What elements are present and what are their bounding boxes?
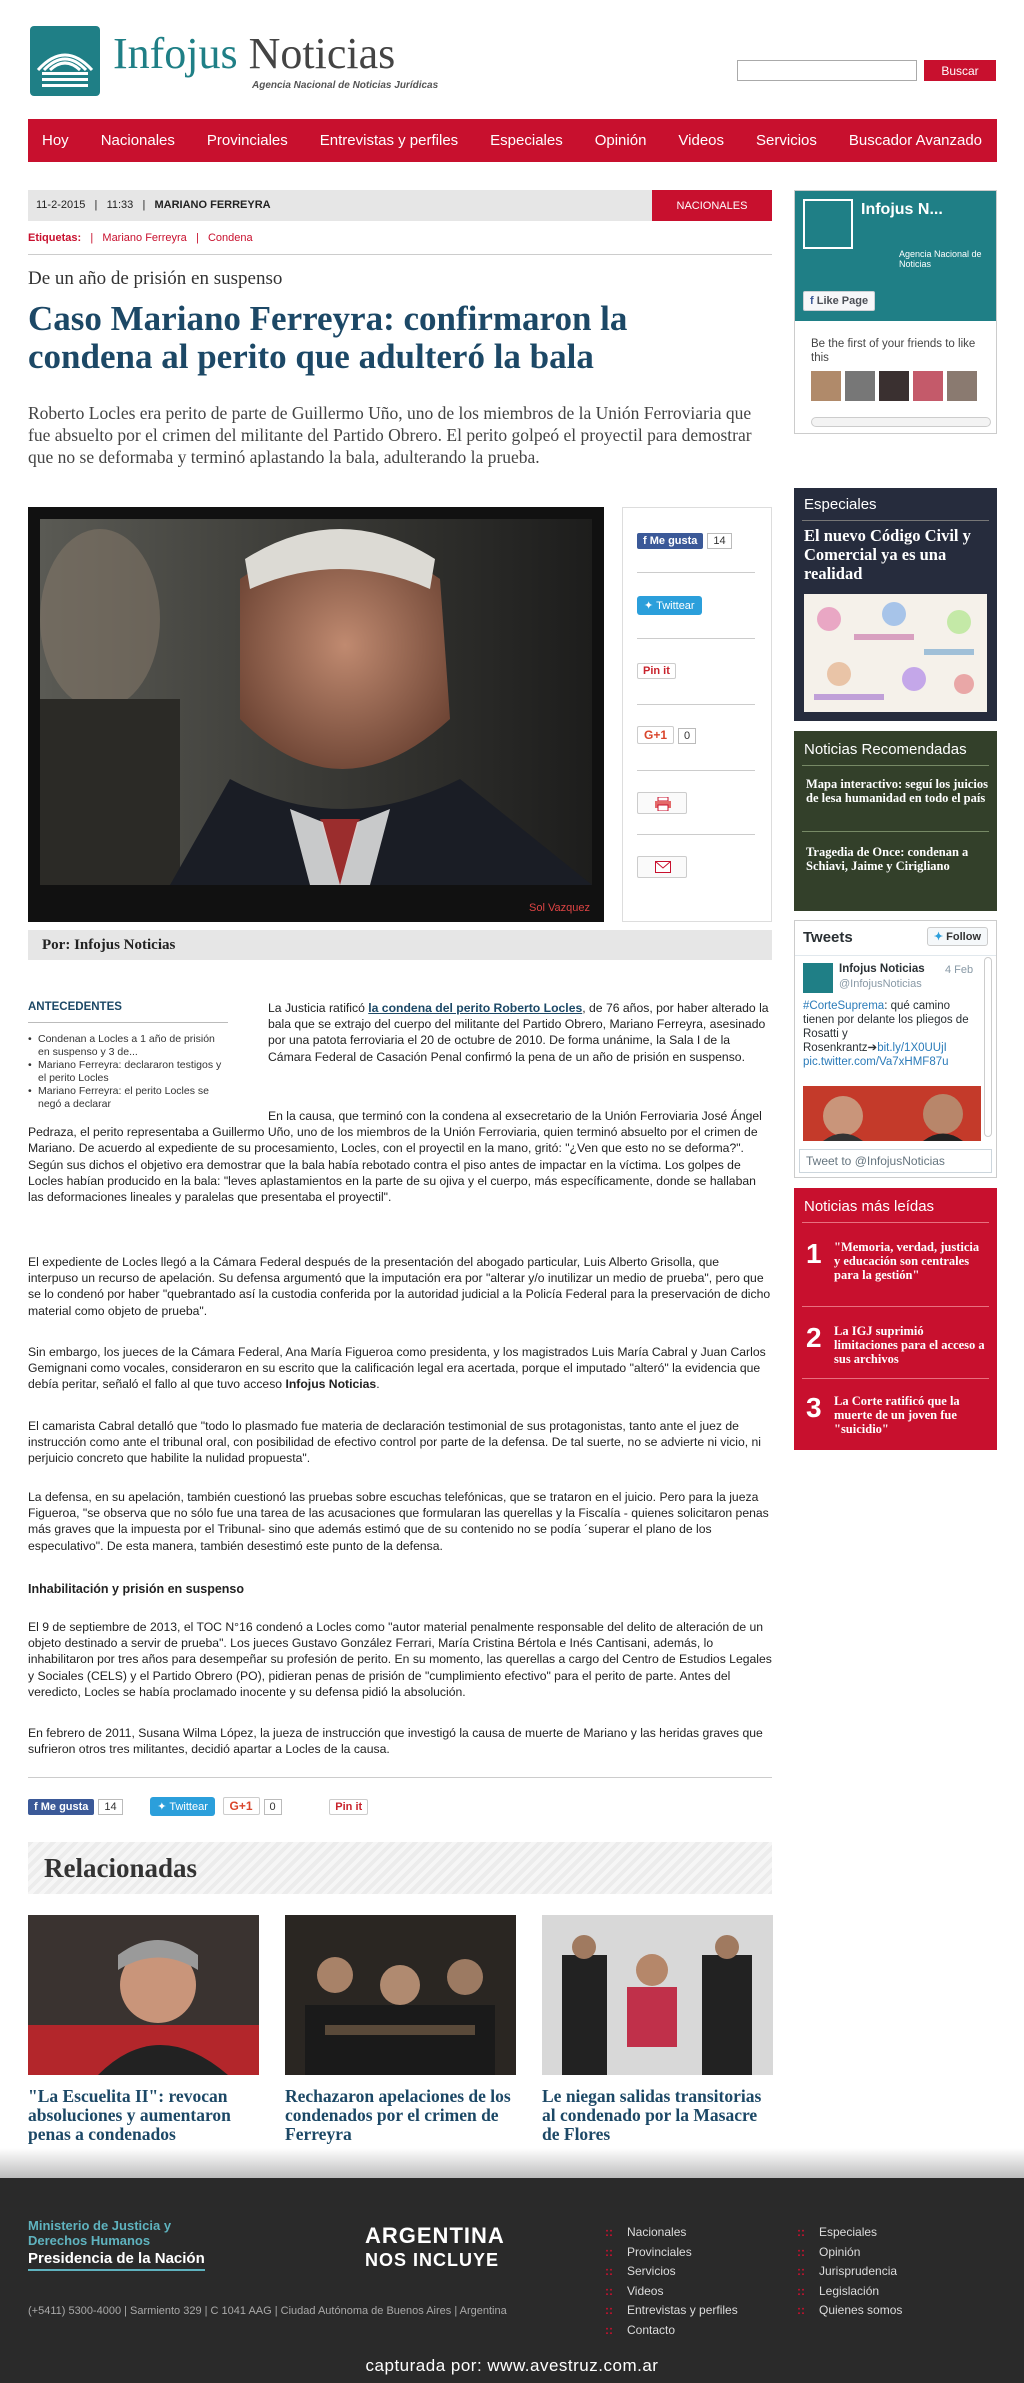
body-text-run: Sin embargo, los jueces de la Cámara Federal, Ana María Figueroa como presidenta, y los magistrados Luis María Cabral y Juan Carlos Gemignani como vocales, consideraron en su escrito que la calificación legal era acertada, porque el imputado "alteró" la evidencia que debía peritar, señaló el fallo al que tuvo acceso xyxy=(28,1345,766,1392)
tweet-button[interactable] xyxy=(637,596,702,615)
nav-item-provinciales[interactable]: Provinciales xyxy=(206,132,288,149)
divider xyxy=(637,770,755,771)
divider xyxy=(802,831,989,832)
divider xyxy=(637,638,755,639)
rank-number: 2 xyxy=(806,1322,822,1353)
article-headline: Caso Mariano Ferreyra: confirmaron la condena al perito que adulteró la bala xyxy=(28,299,628,376)
article-person: MARIANO FERREYRA xyxy=(154,199,271,211)
infojus-logo-icon[interactable] xyxy=(30,26,100,96)
section-badge[interactable]: NACIONALES xyxy=(652,190,772,221)
tweets-title[interactable]: Tweets xyxy=(803,929,853,946)
facebook-icon: f xyxy=(34,1801,41,1813)
article-kicker: De un año de prisión en suspenso xyxy=(28,268,283,289)
site-title-part: Noticias xyxy=(237,29,396,78)
recomendada-item[interactable]: Tragedia de Once: condenan a Schiavi, Jaime y Cirigliano xyxy=(806,845,969,873)
footer-link[interactable]: :: Servicios xyxy=(605,2262,738,2282)
meta-separator: | xyxy=(88,199,104,211)
fb-like-label: Me gusta xyxy=(40,1801,89,1813)
body-text-run: , de 76 años, por haber alterado la bala que se extrajo del cuerpo del militante del Partido Obrero, Mariano Ferreyra, asesinado por una patota ferroviaria el 20 de octubre de 2010. De forma unánime, la Sala I de la Cámara Federal de Casación Penal confirmó la pena de un año de prisión en suspenso. xyxy=(268,1001,769,1064)
divider xyxy=(795,955,996,956)
related-card[interactable] xyxy=(542,1915,773,2144)
mas-leida-item[interactable]: "Memoria, verdad, justicia y educación son centrales para la gestión" xyxy=(834,1240,980,1282)
facebook-icon: f xyxy=(643,535,650,547)
article-photo[interactable] xyxy=(28,507,604,922)
fb-widget-scrollbar[interactable] xyxy=(811,417,991,427)
divider xyxy=(802,1222,989,1223)
gplus-button[interactable]: G+1 xyxy=(637,726,674,744)
tweet-label: Twittear xyxy=(169,1801,208,1813)
especiales-image[interactable] xyxy=(804,594,987,712)
related-title[interactable]: Rechazaron apelaciones de los condenados por el crimen de Ferreyra xyxy=(285,2086,511,2144)
search-button[interactable]: Buscar xyxy=(924,60,996,81)
tweet-author-handle[interactable]: @InfojusNoticias xyxy=(839,978,922,990)
envelope-icon xyxy=(655,861,671,873)
footer-link[interactable]: :: Entrevistas y perfiles xyxy=(605,2301,738,2321)
print-button[interactable] xyxy=(637,792,687,814)
body-paragraph: El 9 de septiembre de 2013, el TOC N°16 condenó a Locles como "autor material penalmente responsable del delito de alteración de un objeto destinado a servir de prueba". Los jueces Gustavo González Ferrari, María Cristina Bértola e Inés Cantisani, además, lo inhabilitaron por tres años para desempeñar su profesión de perito. En su momento, las querellas a cargo del Centro de Estudios Legales y Sociales (CELS) y el Partido Obrero (PO), pidieran penas de prisión de "cumplimiento efectivo" para el perito de parte. Antes del veredicto, Locles se había proclamado inocente y su defensa pidió la absolución. xyxy=(28,1620,772,1699)
body-paragraph xyxy=(28,1344,772,1393)
tweet-date[interactable]: 4 Feb xyxy=(945,964,974,976)
pin-it-button[interactable]: Pin it xyxy=(329,1799,368,1815)
tweet-body: : qué camino tienen por delante los pliegos de Rosatti y Rosenkrantz➔ xyxy=(803,1000,969,1054)
fb-friends-text: Be the first of your friends to like this xyxy=(811,338,976,364)
related-card[interactable] xyxy=(285,1915,516,2144)
gplus-share xyxy=(637,726,696,744)
divider xyxy=(28,1777,772,1778)
site-title[interactable] xyxy=(113,30,395,78)
fb-friend-faces xyxy=(811,371,977,401)
related-title[interactable]: "La Escuelita II": revocan absoluciones y aumentaron penas a condenados xyxy=(28,2086,231,2144)
tw-share xyxy=(637,596,702,615)
footer-link[interactable]: :: Provinciales xyxy=(605,2243,738,2263)
tweet-image[interactable] xyxy=(803,1086,981,1141)
related-card[interactable] xyxy=(28,1915,259,2144)
nav-item-buscador[interactable]: Buscador Avanzado xyxy=(848,132,983,149)
nav-item-hoy[interactable]: Hoy xyxy=(42,132,69,149)
site-footer xyxy=(0,2178,1024,2383)
photo-credit: Sol Vazquez xyxy=(529,902,590,914)
twitter-bird-icon: ✦ xyxy=(644,600,657,612)
relacionadas-title: Relacionadas xyxy=(44,1853,198,1883)
tags-label: Etiquetas: xyxy=(28,232,82,244)
antecedentes-item[interactable]: • Condenan a Locles a 1 año de prisión en suspenso y 3 de... xyxy=(28,1033,228,1059)
antecedentes-list xyxy=(28,1033,228,1111)
twitter-follow-button[interactable] xyxy=(927,927,988,946)
avatar[interactable] xyxy=(811,371,841,401)
fb-like-label: Me gusta xyxy=(649,535,698,547)
tags-separator: | xyxy=(84,232,100,244)
related-image[interactable] xyxy=(28,1915,259,2075)
divider xyxy=(802,1378,989,1379)
infojus-logo-icon xyxy=(803,199,853,249)
footer-link[interactable]: :: Jurisprudencia xyxy=(797,2262,902,2282)
fb-like-count: 14 xyxy=(98,1799,122,1815)
article-byline: Por: Infojus Noticias xyxy=(42,937,176,953)
tag-link[interactable]: Condena xyxy=(207,232,253,244)
footer-link[interactable]: :: Especiales xyxy=(797,2223,902,2243)
especiales-box xyxy=(794,488,997,721)
fb-like-button[interactable] xyxy=(28,1799,94,1815)
divider xyxy=(637,704,755,705)
mas-leidas-box xyxy=(794,1188,997,1450)
antecedentes-title: ANTECEDENTES xyxy=(28,1001,122,1013)
nav-item-nacionales[interactable]: Nacionales xyxy=(100,132,175,149)
avatar[interactable] xyxy=(947,371,977,401)
mas-leida-item[interactable]: La Corte ratificó que la muerte de un joven fue "suicidio" xyxy=(834,1394,960,1436)
avatar[interactable] xyxy=(845,371,875,401)
fb-page-name[interactable]: Infojus N... xyxy=(861,201,943,218)
tweet-button[interactable] xyxy=(150,1797,215,1816)
rank-number: 3 xyxy=(806,1392,822,1423)
twitter-bird-icon: ✦ xyxy=(933,931,947,943)
divider xyxy=(802,520,989,521)
body-paragraph: En febrero de 2011, Susana Wilma López, la jueza de instrucción que investigó la causa de muerte de Mariano y las heridas graves que sufrieron otros tres militantes, decidió apartar a Locles de la causa. xyxy=(28,1726,763,1757)
nav-item-videos[interactable]: Videos xyxy=(678,132,725,149)
body-text-run: . xyxy=(376,1377,380,1392)
tags-separator: | xyxy=(189,232,205,244)
antecedentes-item[interactable]: • Mariano Ferreyra: el perito Locles se negó a declarar xyxy=(28,1085,228,1111)
nav-item-especiales[interactable]: Especiales xyxy=(490,132,563,149)
body-paragraph: El expediente de Locles llegó a la Cámara Federal después de la presentación del abogado particular, Luis Alberto Grisolla, que interpuso un recurso de apelación. Su defensa argumentó que la imputación era por "alterar y/o inutilizar un medio de prueba", pero que se lo condenó por haber "quebrantado así la custodia conferida por la autoridad judicial a la Policía Federal para la preservación de dicho material como objeto de prueba". xyxy=(28,1255,771,1318)
tweet-link[interactable]: pic.twitter.com/Va7xHMF87u xyxy=(803,1056,949,1068)
body-paragraph: En la causa, que terminó con la condena al exsecretario de la Unión Ferroviaria José Ángel Pedraza, el perito representaba a Guillermo Uño, uno de los miembros de la Unión Ferroviaria, quien terminó absuelto por el crimen de Mariano. De acuerdo al expediente de su procesamiento, Locles, con el proyectil en la mano, gritó: "¿Ven que esto no se deforma?". Según sus dichos el objetivo era demostrar que la bala había rebotado contra el piso antes de impactar en la víctima. Los golpes de Locles habían producido en la bala: "leves aplastamientos en la parte de su ojiva y el cuerpo, más específicamente, donde se hallaban las deformaciones lineales y paralelas que presentaba el proyectil". xyxy=(28,1109,762,1205)
gplus-count: 0 xyxy=(678,728,696,744)
email-button[interactable] xyxy=(637,856,687,878)
body-paragraph: El camarista Cabral detalló que "todo lo plasmado fue materia de declaración testimonial de sus protagonistas, tanto ante el juez de instrucción como ante el tribunal oral, con posibilidad de efectivo control por parte de la defensa. De tal suerte, no se advierte ni vicio, ni perjuicio concreto que habilite la nulidad propuesta". xyxy=(28,1419,762,1466)
fb-like-button[interactable] xyxy=(637,533,703,549)
search-input[interactable] xyxy=(737,60,917,81)
share-bottom-bar xyxy=(28,1797,368,1816)
body-paragraph xyxy=(268,1000,772,1065)
presidency-name[interactable]: Presidencia de la Nación xyxy=(28,2250,205,2271)
divider xyxy=(637,572,755,573)
argentina-logo-line2[interactable]: NOS INCLUYE xyxy=(365,2250,500,2270)
article-link[interactable]: la condena del perito Roberto Locles xyxy=(368,1001,583,1015)
tweet-text xyxy=(803,999,983,1069)
article-date: 11-2-2015 xyxy=(36,199,86,211)
article-lead: Roberto Locles era perito de parte de Guillermo Uño, uno de los miembros de la Unión Ferroviaria que fue absuelto por el crimen del militante del Partido Obrero. El perito golpeó el proyectil para demostrar que no se deformaba y terminó aplastando la bala, adulterando la prueba. xyxy=(28,403,752,467)
nav-item-opinion[interactable]: Opinión xyxy=(594,132,647,149)
print-share xyxy=(637,792,687,817)
body-subhead: Inhabilitación y prisión en suspenso xyxy=(28,1582,245,1596)
main-nav xyxy=(28,119,997,162)
especiales-title: Especiales xyxy=(804,496,877,513)
related-image[interactable] xyxy=(285,1915,516,2075)
body-text-bold: Infojus Noticias xyxy=(285,1377,377,1392)
footer-link[interactable]: :: Opinión xyxy=(797,2243,902,2263)
twitter-widget xyxy=(794,920,997,1178)
argentina-logo-line1[interactable]: ARGENTINA xyxy=(365,2223,505,2248)
fb-like-count: 14 xyxy=(707,533,731,549)
share-sidebar xyxy=(622,507,772,922)
divider xyxy=(802,1306,989,1307)
site-subtitle: Agencia Nacional de Noticias Jurídicas xyxy=(252,80,439,91)
footer-link[interactable]: :: Contacto xyxy=(605,2321,738,2341)
follow-label: Follow xyxy=(946,931,981,943)
avatar[interactable] xyxy=(879,371,909,401)
pin-share xyxy=(637,662,676,679)
pin-it-button[interactable]: Pin it xyxy=(637,663,676,679)
tweets-scrollbar[interactable] xyxy=(984,957,992,1137)
especiales-item[interactable]: El nuevo Código Civil y Comercial ya es una realidad xyxy=(804,526,971,583)
related-title[interactable]: Le niegan salidas transitorias al condenado por la Masacre de Flores xyxy=(542,2086,762,2144)
related-image[interactable] xyxy=(542,1915,773,2075)
tweet-to-input[interactable]: Tweet to @InfojusNoticias xyxy=(799,1149,992,1173)
tweet-label: Twittear xyxy=(656,600,695,612)
article-tags xyxy=(28,232,253,244)
ministry-name[interactable]: Ministerio de Justicia y Derechos Humanos xyxy=(28,2218,172,2248)
rank-number: 1 xyxy=(806,1238,822,1269)
facebook-icon: f xyxy=(810,295,817,307)
facebook-page-widget xyxy=(794,190,997,434)
meta-separator: | xyxy=(136,199,152,211)
printer-icon xyxy=(655,797,671,811)
nav-item-servicios[interactable]: Servicios xyxy=(756,132,817,149)
footer-links-col2 xyxy=(797,2223,902,2321)
capture-caption: capturada por: www.avestruz.com.ar xyxy=(365,2356,659,2375)
twitter-avatar[interactable] xyxy=(803,963,833,993)
recomendadas-title: Noticias Recomendadas xyxy=(804,741,967,758)
antecedentes-item[interactable]: • Mariano Ferreyra: declararon testigos y el perito Locles xyxy=(28,1059,228,1085)
tweet-author-name[interactable]: Infojus Noticias xyxy=(839,963,925,975)
mas-leida-item[interactable]: La IGJ suprimió limitaciones para el acceso a sus archivos xyxy=(834,1324,985,1366)
fb-page-cover[interactable] xyxy=(795,191,996,321)
footer-links-col1 xyxy=(605,2223,738,2340)
fb-page-subtitle: Agencia Nacional de Noticias xyxy=(899,249,982,269)
fb-share xyxy=(637,532,732,549)
gplus-button[interactable]: G+1 xyxy=(223,1797,260,1815)
twitter-bird-icon: ✦ xyxy=(157,1801,170,1813)
divider xyxy=(28,1022,228,1023)
nav-item-entrevistas[interactable]: Entrevistas y perfiles xyxy=(319,132,459,149)
fb-like-page-button[interactable] xyxy=(803,291,875,311)
divider xyxy=(28,254,772,255)
divider xyxy=(802,765,989,766)
tweet-hashtag[interactable]: #CorteSuprema xyxy=(803,1000,885,1012)
tweet-link[interactable]: bit.ly/1X0UUjI xyxy=(877,1042,947,1054)
recomendada-item[interactable]: Mapa interactivo: seguí los juicios de lesa humanidad en todo el país xyxy=(806,777,988,805)
avatar[interactable] xyxy=(913,371,943,401)
fb-like-page-label: Like Page xyxy=(816,295,869,307)
tag-link[interactable]: Mariano Ferreyra xyxy=(102,232,187,244)
article-meta xyxy=(36,199,271,211)
article-time: 11:33 xyxy=(106,199,134,211)
footer-shadow xyxy=(0,2148,1024,2178)
site-title-part: Infojus xyxy=(113,29,238,78)
body-paragraph: La defensa, en su apelación, también cuestionó las pruebas sobre escuchas telefónicas, que se trataron en el juicio. Pero para la jueza Figueroa, "se observa que no sólo fue una tarea de las acusaciones que formularan las querellas y la Fiscalía - quienes solicitaron penas más graves que la impuesta por el Tribunal- sino que además estimó que de su contenido no se podía ´superar el plano de los especulativo". De esta manera, también desestimó este punto de la defensa. xyxy=(28,1490,769,1553)
footer-link[interactable]: :: Legislación xyxy=(797,2282,902,2302)
footer-link[interactable]: :: Videos xyxy=(605,2282,738,2302)
gplus-count: 0 xyxy=(264,1799,282,1815)
divider xyxy=(637,834,755,835)
mas-leidas-title: Noticias más leídas xyxy=(804,1198,935,1215)
site-header xyxy=(0,0,1024,118)
relacionadas-header xyxy=(28,1842,772,1894)
email-share xyxy=(637,856,687,881)
byline-bar xyxy=(28,930,772,960)
footer-link[interactable]: :: Nacionales xyxy=(605,2223,738,2243)
footer-address: (+5411) 5300-4000 | Sarmiento 329 | C 1041 AAG | Ciudad Autónoma de Buenos Aires | Argentina xyxy=(28,2305,507,2317)
body-text-run: La Justicia ratificó xyxy=(268,1001,369,1015)
recomendadas-box xyxy=(794,731,997,911)
footer-link[interactable]: :: Quienes somos xyxy=(797,2301,902,2321)
